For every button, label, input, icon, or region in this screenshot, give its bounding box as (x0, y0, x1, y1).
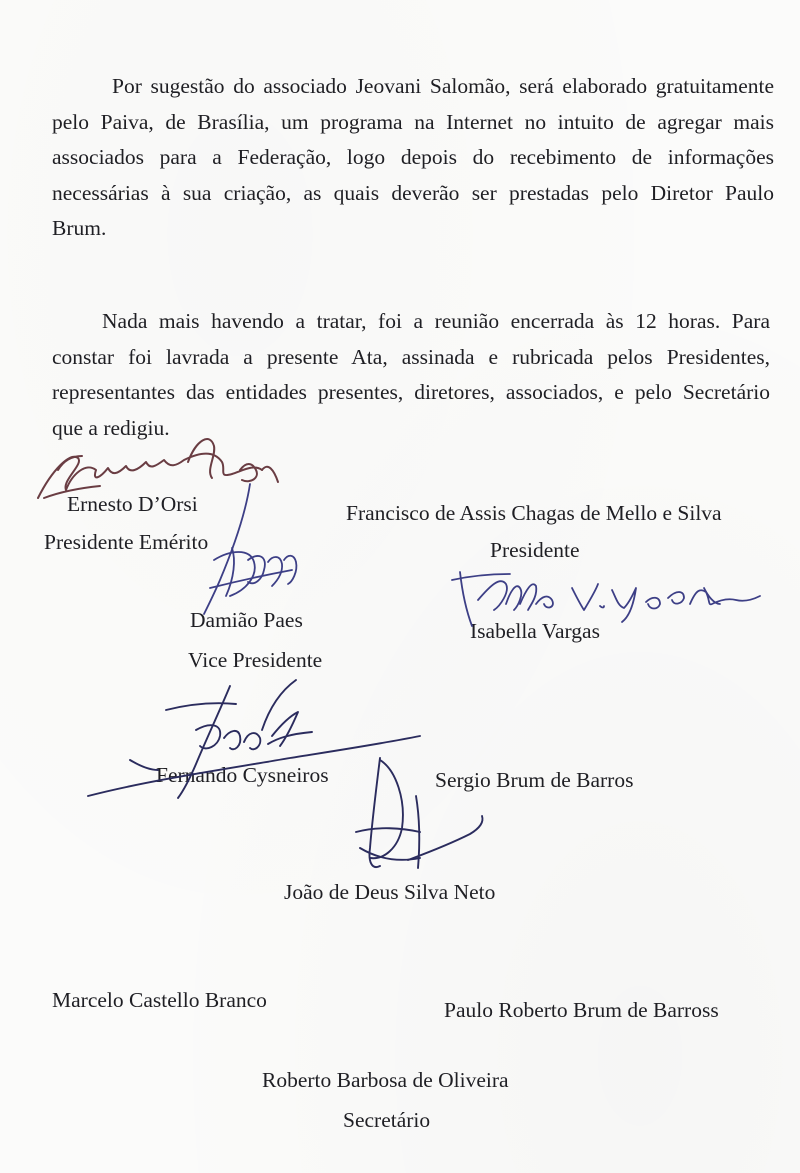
signatory-name-marcelo: Marcelo Castello Branco (52, 988, 267, 1012)
signatory-name-paulo: Paulo Roberto Brum de Barross (444, 998, 719, 1022)
signatory-role-damiao: Vice Presidente (188, 648, 323, 672)
signatory-role-roberto: Secretário (343, 1108, 431, 1132)
paragraph-line: Nada mais havendo a tratar, foi a reunião encerrada às 12 horas. Para (102, 309, 770, 333)
signatory-role-francisco: Presidente (490, 538, 580, 562)
signatory-name-roberto: Roberto Barbosa de Oliveira (262, 1068, 509, 1092)
paragraph-line: necessárias à sua criação, as quais deverão ser prestadas pelo Diretor Paulo (52, 180, 774, 205)
paragraph-line: constar foi lavrada a presente Ata, assinada e rubricada pelos Presidentes, (52, 344, 770, 369)
signature-damiao (204, 484, 296, 614)
signatory-name-francisco: Francisco de Assis Chagas de Mello e Silva (346, 501, 722, 525)
paragraph-line: representantes das entidades presentes, diretores, associados, e pelo Secretário (52, 380, 770, 404)
paragraph-line: que a redigiu. (52, 415, 170, 440)
paragraph-line: Brum. (52, 216, 107, 240)
signatory-role-ernesto: Presidente Emérito (44, 530, 209, 554)
paragraph-closing (52, 304, 770, 446)
signatory-name-fernando: Fernando Cysneiros (156, 763, 329, 787)
signatory-name-joao: João de Deus Silva Neto (284, 880, 496, 904)
signature-ernesto (38, 439, 278, 498)
signatory-name-sergio: Sergio Brum de Barros (435, 768, 634, 792)
paragraph-line: pelo Paiva, de Brasília, um programa na Internet no intuito de agregar mais (52, 109, 774, 134)
signature-isabella (452, 572, 760, 626)
paragraph-line: associados para a Federação, logo depois do recebimento de informações (52, 145, 774, 169)
paragraph-internet-program (52, 69, 774, 247)
signatory-name-ernesto: Ernesto D’Orsi (67, 492, 198, 516)
signatory-name-damiao: Damião Paes (190, 608, 303, 632)
signatory-name-isabella: Isabella Vargas (470, 619, 600, 643)
paragraph-line: Por sugestão do associado Jeovani Salomão, será elaborado gratuitamente (112, 74, 774, 98)
